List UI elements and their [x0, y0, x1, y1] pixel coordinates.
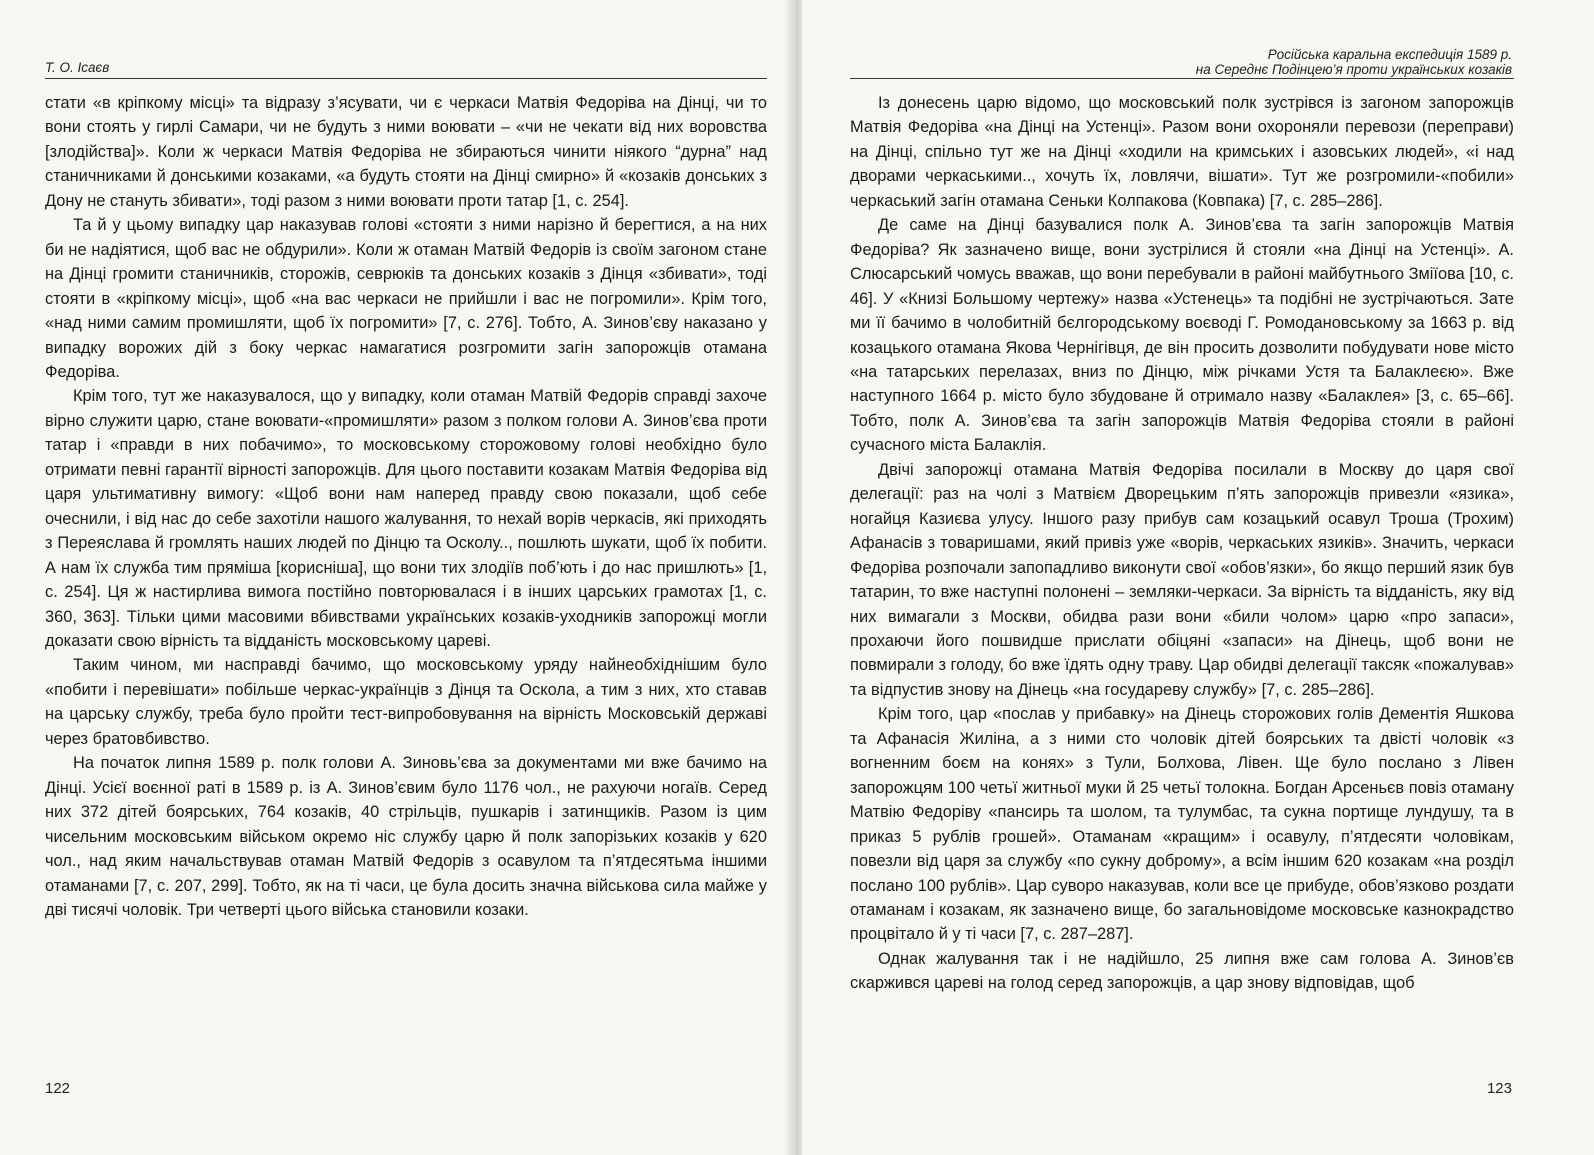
page-number: 123 — [1486, 1080, 1512, 1097]
running-head-line: Російська каральна експедиція 1589 р. — [1267, 47, 1512, 62]
running-head-line: на Середнє Подінцею’я проти українських козаків — [1195, 62, 1512, 77]
paragraph: Двічі запорожці отамана Матвія Федоріва посилали в Москву до царя свої делегації: раз на чолі з Матвієм Дворецьким п’ять запорожців привезли «язика», ногайця Казиєва улусу. Іншого разу прибув сам козацький осавул Троша (Трохим) Афанасів з товаришами, який привіз уже «ворів, черкаських язиків». Значить, черкаси Федоріва розпочали запопадливо виконути свої «обов’язки», бо якщо перший язик був татарин, то вже наступні полонені – земляки-черкаси. За вірність та відданість, яку від них вимагали з Москви, обидва рази вони «били чолом» царю «про запаси», прохаючи його пошвидше прислати обіцяні «запаси» на Дінець, щоб вони не повмирали з голоду, бо вже їдять одну траву. Цар обидві делегації такcяк «пожалував» та відпустив знову на Дінець «на государеву службу» [7, с. 285–286]. — [850, 460, 1515, 699]
paragraph: Таким чином, ми насправді бачимо, що московському уряду найнеобхіднішим було «побити і перевішати» побільше черкас-українців з Дінця та Осколa, а тим з них, хто ставав на царську службу, треба було пройти тест-випробовування на вірність Московській державі через братовбивство. — [45, 656, 767, 748]
paragraph: Крім того, тут же наказувалося, що у випадку, коли отаман Матвій Федорів справді захоче вірно служити царю, стане воювати-«промишляти» разом з полком голови А. Зинов’єва проти татар і «правди в них побачимо», то московському сторожовому голові необхідно було отримати певні гарантії вірності запорожців. Для цього поставити козакам Матвія Федоріва від царя ультимативну вимогу: «Щоб вони нам наперед правду свою показали, щоб себе очеснили, і від нас до себе захотіли нашого жалування, то нехай ворів черкасів, які приходять з Переяслава й громлять наших людей по Дінцю та Осколу.., пошлють шукати, щоб їх побити. А нам їх служба тим пряміша [корисніша], що вони тих злодіїв поб’ють і до нас пришлють» [1, с. 254]. Ця ж настирлива вимога постійно повторювалася і в інших царських грамотах [1, с. 360, 363]. Тільки цими масовими вбивствами українських козаків-уходників запорожці могли доказати свою вірність та відданість московському цареві. — [45, 387, 767, 650]
running-head-title — [1196, 47, 1512, 77]
paragraph: На початок липня 1589 р. полк голови А. Зиновь’єва за документами ми вже бачимо на Дінці. Усієї воєнної раті в 1589 р. із А. Зинов’євим було 1176 чол., не рахуючи ногаїв. Серед них 372 дітей боярських, 764 козаків, 40 стрільців, пушкарів і затинщиків. Разом із цим чисельним московським військом окремо ніс службу царю й полк запорізьких козаків у 620 чол., над яким начальствував отаман Матвій Федорів з осавулом та п’ятдесятьма іншими отаманами [7, с. 207, 299]. Тобто, як на ті часи, це була досить значна військова сила майже у дві тисячі чоловік. Три четверті цього війська становили козаки. — [45, 754, 767, 919]
right-page-body — [850, 91, 1514, 996]
left-page — [0, 0, 790, 1155]
paragraph: Крім того, цар «послав у прибавку» на Дінець сторожових голів Дементія Яшкова та Афанасія Жиліна, а з ними сто чоловік дітей боярських та двісті чоловік «з вогненним боєм на конях» з Тули, Болхова, Лівен. Ще було послано з Лівен запорожцям 100 четьї житньої муки й 25 четьї толокна. Богдан Арсеньєв повіз отаману Матвію Федоріву «пансирь та шолом, та тулумбас, та сукна портище лундушу, та в приказ 5 рублів грошей». Отаманам «кращим» і осавулу, п’ятдесяти чоловікам, повезли від царя за службу «по сукну доброму», а всім іншим 620 козакам «на розділ послано 100 рублів». Цар суворо наказував, коли все це прибуде, обов’язково роздати отаманам і козакам, як зазначено вище, бо загальновідоме московське казнокрадство процвітало й у ті часи [7, с. 287–287]. — [850, 705, 1514, 944]
paragraph: Та й у цьому випадку цар наказував голові «стояти з ними нарізно й берегтися, а на них би не надіятися, щоб вас не обдурили». Коли ж отаман Матвій Федорів із своїм загоном стане на Дінці громити станичників, сторожів, севрюків та донських козаків з Дінця «збивати», тоді стояти в «кріпкому місці», щоб «на вас черкаси не прийшли і вас не погромили». Крім того, «над ними самим промишляти, щоб їх погромити» [7, с. 276]. Тобто, А. Зинов’єву наказано у випадку ворожих дій з боку черкас намагатися розгромити загін запорожців отамана Федоріва. — [45, 216, 767, 381]
page-number: 122 — [45, 1080, 71, 1097]
paragraph: Де саме на Дінці базувалися полк А. Зинов’єва та загін запорожців Матвія Федоріва? Як зазначено вище, вони зустрілися й стояли «на Дінці на Устенці». А. Слюсарський чомусь вважав, що вони перебували в районі майбутнього Зміїова [10, с. 46]. У «Книзі Большому чертежу» назва «Устенець» та подібні не зустрічаються. Зате ми її бачимо в чолобитній бєлгородському воєводі Г. Ромодановському за 1663 р. від козацького отамана Якова Чернігівця, де він просить дозволити побудувати нове місто «на татарських перелазах, вниз по Дінцю, між річками Устя та Балаклеєю». Вже наступного 1664 р. місто було збудоване й отримало назву «Балаклея» [3, с. 65–66]. Тобто, полк А. Зинов’єва та загін запорожців Матвія Федоріва стояли в районі сучасного міста Балаклія. — [850, 216, 1514, 455]
paragraph: стати «в кріпкому місці» та відразу з’ясувати, чи є черкаси Матвія Федоріва на Дінці, чи то вони стоять у гирлі Самари, чи не будуть з ними воювати – «чи не чекати від них воровства [злодійства]». Коли ж черкаси Матвія Федоріва не збираються чинити ніякого “дурна” над станичниками й донськими козаками, «а будуть стояти на Дінці смирно» й «козаків донських з Дону не стануть збивати», тоді разом з ними воювати проти татар [1, с. 254]. — [45, 94, 767, 210]
left-page-body — [45, 91, 767, 922]
paragraph: Із донесень царю відомо, що московський полк зустрівся із загоном запорожців Матвія Федоріва «на Дінці на Устенці». Разом вони охороняли перевози (переправи) на Дінці, спільно тут же на Дінці «ходили на кримських і азовських людей», «і над дворами черкаськими.., хочуть їх, ловлячи, вішати». Тут же розгромили-«побили» черкаський загін отамана Сеньки Колпакова (Ковпака) [7, с. 285–286]. — [850, 94, 1514, 210]
running-head-author: Т. О. Ісаєв — [45, 60, 110, 75]
header-rule — [45, 78, 767, 79]
header-rule — [850, 78, 1514, 79]
paragraph: Однак жалування так і не надійшло, 25 липня вже сам голова А. Зинов’єв скаржився цареві на голод серед запорожців, а цар знову відповідав, щоб — [850, 949, 1514, 993]
right-page — [802, 0, 1594, 1155]
